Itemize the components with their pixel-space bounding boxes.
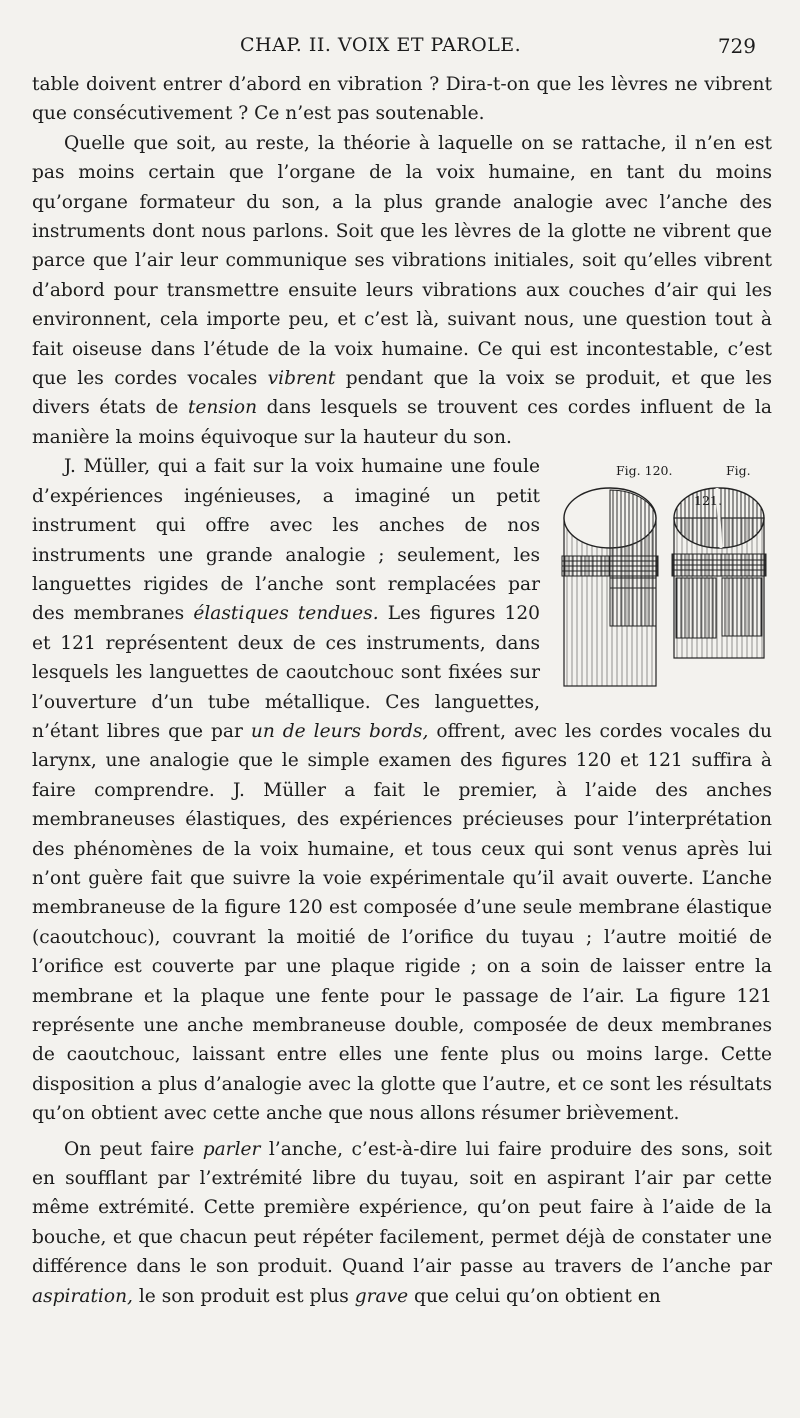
- body-text: [32, 70, 772, 1311]
- paragraph-2: [32, 129, 772, 452]
- page-header: [30, 30, 756, 62]
- paragraph-4-text-c: le son produit est plus: [132, 1285, 355, 1307]
- paragraph-4: [32, 1135, 772, 1311]
- italic-elastiques-tendues: élastiques tendues.: [193, 603, 379, 625]
- figure-121-drawing: [672, 488, 766, 658]
- italic-parler: parler: [202, 1138, 261, 1160]
- figure-120-caption: Fig. 120.: [616, 463, 673, 479]
- paragraph-2-text-a: Quelle que soit, au reste, la théorie à laquelle on se rattache, il n’en est pas moins certain que l’organe de la voix humaine, en tant du moins qu’organe formateur du son, a la plus grande analogie avec l’anche des instruments dont nous parlons. Soit que les lèvres de la glotte ne vibrent que parce que l’air leur communique ses vibrations initiales, soit qu’elles vibrent d’abord pour transmettre ensuite leurs vibrations aux couches d’air qui les environnent, cela importe peu, et c’est là, suivant nous, une question tout à fait oiseuse dans l’étude de la voix humaine. Ce qui est incontestable, c’est que les cordes vocales: [32, 132, 772, 390]
- italic-un-de-leurs-bords: un de leurs bords,: [250, 720, 429, 742]
- paragraph-4-text-a: On peut faire: [64, 1138, 203, 1160]
- paragraph-4-text-d: que celui qu’on obtient en: [408, 1285, 661, 1307]
- paragraph-2-text-b: pendant que la voix se produit, et que les divers états de: [32, 368, 772, 419]
- figure-120-drawing: [562, 488, 658, 686]
- italic-aspiration: aspiration,: [32, 1285, 133, 1307]
- paragraph-3-text-a: J. Müller, qui a fait sur la voix humaine une foule d’expériences ingénieuses, a imaginé un petit instrument qui offre avec les anches de nos instruments une grande analogie ; seulement, les languettes rigides de l’anche sont remplacées par des membranes: [32, 456, 540, 625]
- paragraph-1-text: table doivent entrer d’abord en vibration ? Dira-t-on que les lèvres ne vibrent que consécutivement ? Ce n’est pas soutenable.: [32, 74, 772, 125]
- italic-grave: grave: [354, 1285, 409, 1307]
- running-head: CHAP. II. VOIX ET PAROLE.: [240, 34, 522, 56]
- paragraph-2-text-c: dans lesquels se trouvent ces cordes influent de la manière la moins équivoque sur la hauteur du son.: [32, 397, 772, 448]
- paragraph-3-text-b: Les figures 120 et 121 représentent deux de ces instruments, dans lesquels les languettes de caoutchouc sont fixées sur l’ouverture d’un tube métallique. Ces languettes, n’étant libres que par: [32, 603, 541, 742]
- italic-tension: tension: [187, 397, 258, 419]
- paragraph-4-text-b: l’anche, c’est-à-dire lui faire produire des sons, soit en soufflant par l’extrémité libre du tuyau, soit en aspirant l’air par cette même extrémité. Cette première expérience, qu’on peut faire à l’aide de la bouche, et que chacun peut répéter facilement, permet déjà de constater une différence dans le son produit. Quand l’air passe au travers de l’anche par: [32, 1138, 772, 1278]
- page-number: 729: [717, 34, 756, 58]
- paragraph-3-text-c: offrent, avec les cordes vocales du larynx, une analogie que le simple examen des figures 120 et 121 suffira à faire comprendre. J. Müller a fait le premier, à l’aide des anches membraneuses élastiques, des expériences précieuses pour l’interprétation des phénomènes de la voix humaine, et tous ceux qui sont venus après lui n’ont guère fait que suivre la voie expérimentale qu’il avait ouverte. L’anche membraneuse de la figure 120 est composée d’une seule membrane élastique (caoutchouc), couvrant la moitié de l’orifice du tuyau ; l’autre moitié de l’orifice est couverte par une plaque rigide ; on a soin de laisser entre la membrane et la plaque une fente pour le passage de l’air. La figure 121 représente une anche membraneuse double, composée de deux membranes de caoutchouc, laissant entre elles une fente plus ou moins large. Cette disposition a plus d’analogie avec la glotte que l’autre, et ce sont les résultats qu’on obtient avec cette anche que nous allons résumer brièvement.: [32, 720, 772, 1125]
- figure-121-caption: Fig.: [726, 463, 751, 479]
- italic-vibrent: vibrent: [267, 368, 336, 390]
- membrane-reeds-illustration: [556, 478, 772, 702]
- figure-120-121: [556, 456, 772, 702]
- paragraph-1: [32, 70, 772, 129]
- paragraph-3: [32, 452, 772, 1128]
